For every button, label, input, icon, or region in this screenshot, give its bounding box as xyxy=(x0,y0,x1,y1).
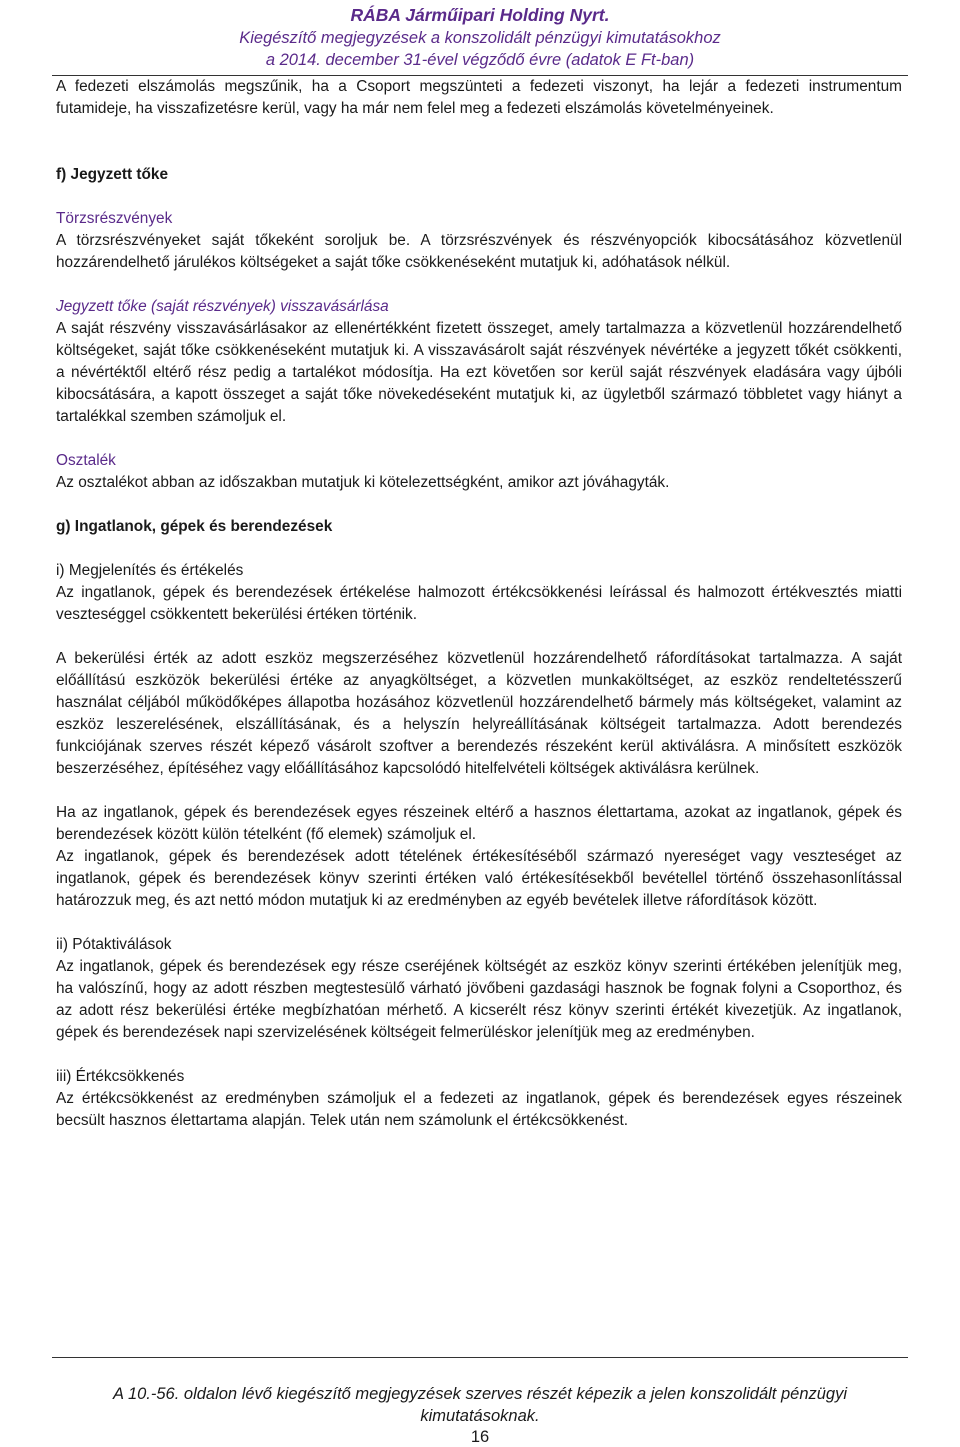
header-subtitle-2: a 2014. december 31-ével végződő évre (adatok E Ft-ban) xyxy=(265,51,695,69)
paragraph-torzsreszvenyek: A törzsrészvényeket saját tőkeként soroljuk be. A törzsrészvények és részvényopciók kibocsátásához közvetlenül hozzárendelhető járulékos költségeket a saját tőke csökkenéseként mutatjuk ki, adóhatások nélkül. xyxy=(56,232,902,271)
paragraph-hedge-end: A fedezeti elszámolás megszűnik, ha a Csoport megszünteti a fedezeti viszonyt, ha lejár a fedezeti instrumentum futamideje, ha visszafizetésre kerül, vagy ha már nem felel meg a fedezeti elszámolás követelményeinek. xyxy=(56,78,902,117)
paragraph-ertekesites: Az ingatlanok, gépek és berendezések adott tételének értékesítéséből származó nyereséget vagy veszteséget az ingatlanok, gépek és berendezések könyv szerinti értéken való értékesítésekből bevétellel történő összehasonlítással határozzuk meg, és azt nettó módon mutatjuk ki az eredményben az egyéb bevételek illetve ráfordítások között. xyxy=(56,848,902,909)
paragraph-ertekcsokkenes: Az értékcsökkenést az eredményben számoljuk el a fedezeti az ingatlanok, gépek és berendezések egyes részeinek becsült hasznos élettartama alapján. Telek után nem számolunk el értékcsökkenést. xyxy=(56,1090,902,1129)
subheading-ertekcsokkenes: iii) Értékcsökkenés xyxy=(56,1068,185,1085)
subheading-potaktivalasok: ii) Pótaktiválások xyxy=(56,936,172,953)
paragraph-potaktivalasok: Az ingatlanok, gépek és berendezések egy része cseréjének költségét az eszköz könyv szerinti értékében jelenítjük meg, ha valószínű, hogy az adott részben megtestesülő várható jövőbeni gazdasági hasznok be fognak folyni a Csoporthoz, és az adott rész bekerülési értéke megbízhatóan mérhető. A kicserélt rész könyv szerinti értékét kivezetjük. Az ingatlanok, gépek és berendezések napi szervizelésének költségeit felmerüléskor jelenítjük meg az eredményben. xyxy=(56,958,902,1041)
page-header xyxy=(0,4,960,71)
footer-note-line-2: kimutatásoknak. xyxy=(420,1407,540,1425)
paragraph-ertekeles: Az ingatlanok, gépek és berendezések értékelése halmozott értékcsökkenési leírással és halmozott értékvesztés miatti veszteséggel csökkentett bekerülési értéken történik. xyxy=(56,584,902,623)
header-subtitle-1: Kiegészítő megjegyzések a konszolidált pénzügyi kimutatásokhoz xyxy=(239,29,721,47)
page-footer xyxy=(0,1383,960,1427)
subheading-osztalek: Osztalék xyxy=(56,452,116,469)
footer-note-line-1: A 10.-56. oldalon lévő kiegészítő megjegyzések szerves részét képezik a jelen konszolidált pénzügyi xyxy=(112,1385,848,1403)
page-number: 16 xyxy=(470,1428,490,1446)
document-body xyxy=(56,76,902,1132)
section-heading-f: f) Jegyzett tőke xyxy=(56,166,169,183)
footer-divider xyxy=(52,1357,908,1358)
paragraph-bekerulesi-ertek: A bekerülési érték az adott eszköz megszerzéséhez közvetlenül hozzárendelhető ráfordításokat tartalmazza. A saját előállítású eszközök bekerülési értéke az anyagköltséget, a közvetlen munkaköltséget, az eszköz rendeltetésszerű használat céljából működőképes állapotba hozásához közvetlenül hozzárendelhető bármely más költségeket, valamint az eszköz leszerelésének, elszállításának, és a helyszín helyreállításának költségeit tartalmazza. Adott berendezés funkciójának szerves részét képező vásárolt szoftver a berendezés részeként kerül aktiválásra. A minősített eszközök beszerzéséhez, építéséhez vagy előállításához kapcsolódó hitelfelvételi költségek aktiválásra kerülnek. xyxy=(56,650,902,777)
subheading-megjelenites: i) Megjelenítés és értékelés xyxy=(56,562,244,579)
company-name: RÁBA Járműipari Holding Nyrt. xyxy=(350,5,610,25)
paragraph-reszek: Ha az ingatlanok, gépek és berendezések egyes részeinek eltérő a hasznos élettartama, azokat az ingatlanok, gépek és berendezések között külön tételként (fő elemek) számoljuk el. xyxy=(56,804,902,843)
paragraph-osztalek: Az osztalékot abban az időszakban mutatjuk ki kötelezettségként, amikor azt jóváhagyták. xyxy=(56,474,670,491)
subheading-visszavasarlas: Jegyzett tőke (saját részvények) visszavásárlása xyxy=(56,298,389,315)
subheading-torzsreszvenyek: Törzsrészvények xyxy=(56,210,173,227)
section-heading-g: g) Ingatlanok, gépek és berendezések xyxy=(56,518,333,535)
paragraph-visszavasarlas: A saját részvény visszavásárlásakor az ellenértékként fizetett összeget, amely tartalmazza a közvetlenül hozzárendelhető költségeket, saját tőke csökkenéseként mutatjuk ki. A visszavásárolt saját részvények névértéke a jegyzett tőkét csökkenti, a névértéktől eltérő rész pedig a tartalékot módosítja. Ha ezt követően sor kerül saját részvények eladására vagy újbóli kibocsátására, a kapott összeget a saját tőke növekedéseként mutatjuk ki, az ügyletből származó többletet vagy hiányt a tartalékkal szemben számoljuk el. xyxy=(56,320,902,425)
